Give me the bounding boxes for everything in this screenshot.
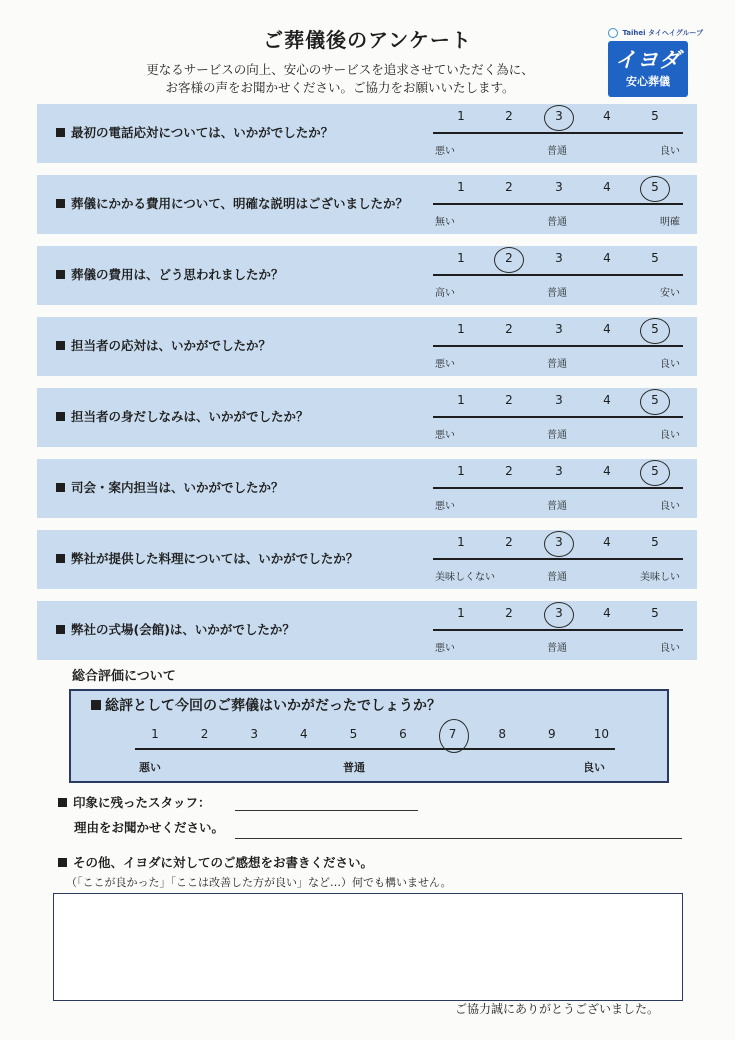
scale-option-1[interactable]: 1: [457, 393, 465, 407]
scale-mid-label: 普通: [547, 643, 567, 654]
scale-option-3[interactable]: 3: [555, 109, 563, 123]
brand-name: イヨダ: [615, 48, 681, 72]
staff-name-field[interactable]: [235, 810, 418, 811]
scale-option-2[interactable]: 2: [505, 393, 513, 407]
scale-left-label: 悪い: [435, 643, 455, 654]
scale-mid-label: 普通: [547, 288, 567, 299]
overall-option-3[interactable]: 3: [250, 727, 259, 741]
scale-option-3[interactable]: 3: [555, 322, 563, 336]
scale-option-1[interactable]: 1: [457, 464, 465, 478]
scale-option-3[interactable]: 3: [555, 464, 563, 478]
question-panel: [37, 388, 697, 447]
scale-mid-label: 普通: [547, 430, 567, 441]
reason-label: 理由をお聞かせください。: [74, 820, 225, 835]
overall-panel: [69, 689, 669, 783]
scale-line: [433, 203, 683, 205]
scale-option-3[interactable]: 3: [555, 393, 563, 407]
question-panel: [37, 175, 697, 234]
scale-left-label: 悪い: [435, 359, 455, 370]
scale-option-5[interactable]: 5: [651, 393, 659, 407]
scale-right-label: 良い: [660, 501, 680, 512]
scale-right-label: 良い: [660, 430, 680, 441]
bullet-square-icon: [58, 798, 67, 807]
question-panel: [37, 317, 697, 376]
scale-option-3[interactable]: 3: [555, 251, 563, 265]
scale-option-5[interactable]: 5: [651, 606, 659, 620]
scale-option-4[interactable]: 4: [603, 251, 611, 265]
bullet-square-icon: [91, 700, 101, 710]
question-panel: [37, 459, 697, 518]
scale-mid-label: 普通: [547, 572, 567, 583]
brand-group: Taihei タイヘイグループ: [622, 29, 704, 37]
scale-option-5[interactable]: 5: [651, 180, 659, 194]
scale-option-1[interactable]: 1: [457, 109, 465, 123]
bullet-square-icon: [58, 858, 67, 867]
staff-label: 印象に残ったスタッフ：: [73, 795, 211, 810]
question-panel: [37, 530, 697, 589]
scale-option-1[interactable]: 1: [457, 535, 465, 549]
overall-option-2[interactable]: 2: [200, 727, 209, 741]
selected-circle-mark: [494, 247, 524, 273]
question-text: 葬儀にかかる費用について、明確な説明はございましたか？: [71, 196, 409, 211]
page-title: ご葬儀後のアンケート: [263, 28, 472, 52]
scale-option-2[interactable]: 2: [505, 606, 513, 620]
overall-selected-circle-mark: [439, 719, 469, 753]
bullet-square-icon: [56, 199, 65, 208]
question-text: 最初の電話応対については、いかがでしたか？: [71, 125, 334, 140]
question-text: 弊社の式場(会館)は、いかがでしたか？: [71, 622, 295, 637]
selected-circle-mark: [544, 531, 574, 557]
scale-option-4[interactable]: 4: [603, 180, 611, 194]
scale-mid-label: 普通: [547, 501, 567, 512]
scale-mid-label: 普通: [547, 359, 567, 370]
overall-left-label: 悪い: [139, 761, 161, 774]
scale-left-label: 美味しくない: [435, 572, 495, 583]
scale-mid-label: 普通: [547, 146, 567, 157]
scale-right-label: 良い: [660, 146, 680, 157]
scale-left-label: 高い: [435, 288, 455, 299]
comments-hint: （「ここが良かった」「ここは改善した方が良い」など…）何でも構いません。: [66, 876, 452, 889]
scale-option-4[interactable]: 4: [603, 464, 611, 478]
scale-line: [433, 416, 683, 418]
scale-left-label: 悪い: [435, 430, 455, 441]
scale-option-3[interactable]: 3: [555, 180, 563, 194]
scale-option-2[interactable]: 2: [505, 535, 513, 549]
scale-option-4[interactable]: 4: [603, 109, 611, 123]
bullet-square-icon: [56, 625, 65, 634]
scale-option-2[interactable]: 2: [505, 464, 513, 478]
selected-circle-mark: [640, 389, 670, 415]
selected-circle-mark: [640, 176, 670, 202]
question-panel: [37, 104, 697, 163]
intro-line-2: お客様の声をお聞かせください。ご協力をお願いいたします。: [165, 80, 515, 95]
scale-option-2[interactable]: 2: [505, 251, 513, 265]
overall-question: 総評として今回のご葬儀はいかがだったでしょうか？: [105, 698, 441, 714]
comments-label: その他、イヨダに対してのご感想をお書きください。: [73, 855, 374, 870]
question-text: 葬儀の費用は、どう思われましたか？: [71, 267, 284, 282]
overall-option-10[interactable]: 10: [593, 727, 610, 741]
scale-right-label: 美味しい: [640, 572, 680, 583]
question-text: 司会・案内担当は、いかがでしたか？: [71, 480, 284, 495]
scale-option-1[interactable]: 1: [457, 606, 465, 620]
brand-logo: [608, 28, 703, 97]
scale-line: [433, 487, 683, 489]
scale-option-1[interactable]: 1: [457, 180, 465, 194]
scale-option-2[interactable]: 2: [505, 180, 513, 194]
question-panel: [37, 246, 697, 305]
overall-scale-line: [135, 748, 615, 750]
intro-line-1: 更なるサービスの向上、安心のサービスを追求させていただく為に、: [146, 62, 534, 77]
selected-circle-mark: [640, 318, 670, 344]
scale-option-4[interactable]: 4: [603, 322, 611, 336]
scale-left-label: 無い: [435, 217, 455, 228]
scale-line: [433, 132, 683, 134]
scale-line: [433, 629, 683, 631]
question-panel: [37, 601, 697, 660]
selected-circle-mark: [544, 105, 574, 131]
scale-option-5[interactable]: 5: [651, 109, 659, 123]
brand-sub: 安心葬儀: [626, 75, 670, 88]
overall-heading: 総合評価について: [72, 669, 176, 684]
scale-left-label: 悪い: [435, 501, 455, 512]
taihei-mark-icon: [608, 28, 618, 38]
scale-option-2[interactable]: 2: [505, 109, 513, 123]
scale-option-5[interactable]: 5: [651, 322, 659, 336]
scale-option-5[interactable]: 5: [651, 535, 659, 549]
scale-line: [433, 558, 683, 560]
question-text: 弊社が提供した料理については、いかがでしたか？: [71, 551, 359, 566]
reason-field[interactable]: [235, 838, 682, 839]
bullet-square-icon: [56, 128, 65, 137]
bullet-square-icon: [56, 554, 65, 563]
scale-option-4[interactable]: 4: [603, 606, 611, 620]
scale-right-label: 良い: [660, 359, 680, 370]
scale-option-5[interactable]: 5: [651, 251, 659, 265]
scale-option-3[interactable]: 3: [555, 535, 563, 549]
scale-line: [433, 345, 683, 347]
scale-option-4[interactable]: 4: [603, 393, 611, 407]
thanks-text: ご協力誠にありがとうございました。: [455, 1002, 660, 1016]
selected-circle-mark: [640, 460, 670, 486]
scale-right-label: 良い: [660, 643, 680, 654]
bullet-square-icon: [56, 412, 65, 421]
overall-option-9[interactable]: 9: [547, 727, 556, 741]
scale-option-2[interactable]: 2: [505, 322, 513, 336]
scale-right-label: 明確: [660, 217, 680, 228]
overall-option-6[interactable]: 6: [399, 727, 407, 741]
scale-mid-label: 普通: [547, 217, 567, 228]
bullet-square-icon: [56, 341, 65, 350]
bullet-square-icon: [56, 270, 65, 279]
scale-option-1[interactable]: 1: [457, 251, 465, 265]
overall-mid-label: 普通: [343, 761, 365, 774]
scale-right-label: 安い: [660, 288, 680, 299]
scale-option-4[interactable]: 4: [603, 535, 611, 549]
overall-option-5[interactable]: 5: [349, 727, 358, 741]
scale-option-1[interactable]: 1: [457, 322, 465, 336]
selected-circle-mark: [544, 602, 574, 628]
question-text: 担当者の身だしなみは、いかがでしたか？: [71, 409, 309, 424]
overall-option-1[interactable]: 1: [151, 727, 159, 741]
brand-box: [608, 41, 688, 97]
scale-option-3[interactable]: 3: [555, 606, 563, 620]
scale-line: [433, 274, 683, 276]
overall-right-label: 良い: [583, 761, 605, 774]
overall-option-7[interactable]: 7: [448, 727, 457, 741]
overall-option-8[interactable]: 8: [498, 727, 507, 741]
question-text: 担当者の応対は、いかがでしたか？: [71, 338, 272, 353]
comments-textarea[interactable]: [53, 893, 683, 1001]
bullet-square-icon: [56, 483, 65, 492]
scale-option-5[interactable]: 5: [651, 464, 659, 478]
scale-left-label: 悪い: [435, 146, 455, 157]
overall-option-4[interactable]: 4: [299, 727, 308, 741]
